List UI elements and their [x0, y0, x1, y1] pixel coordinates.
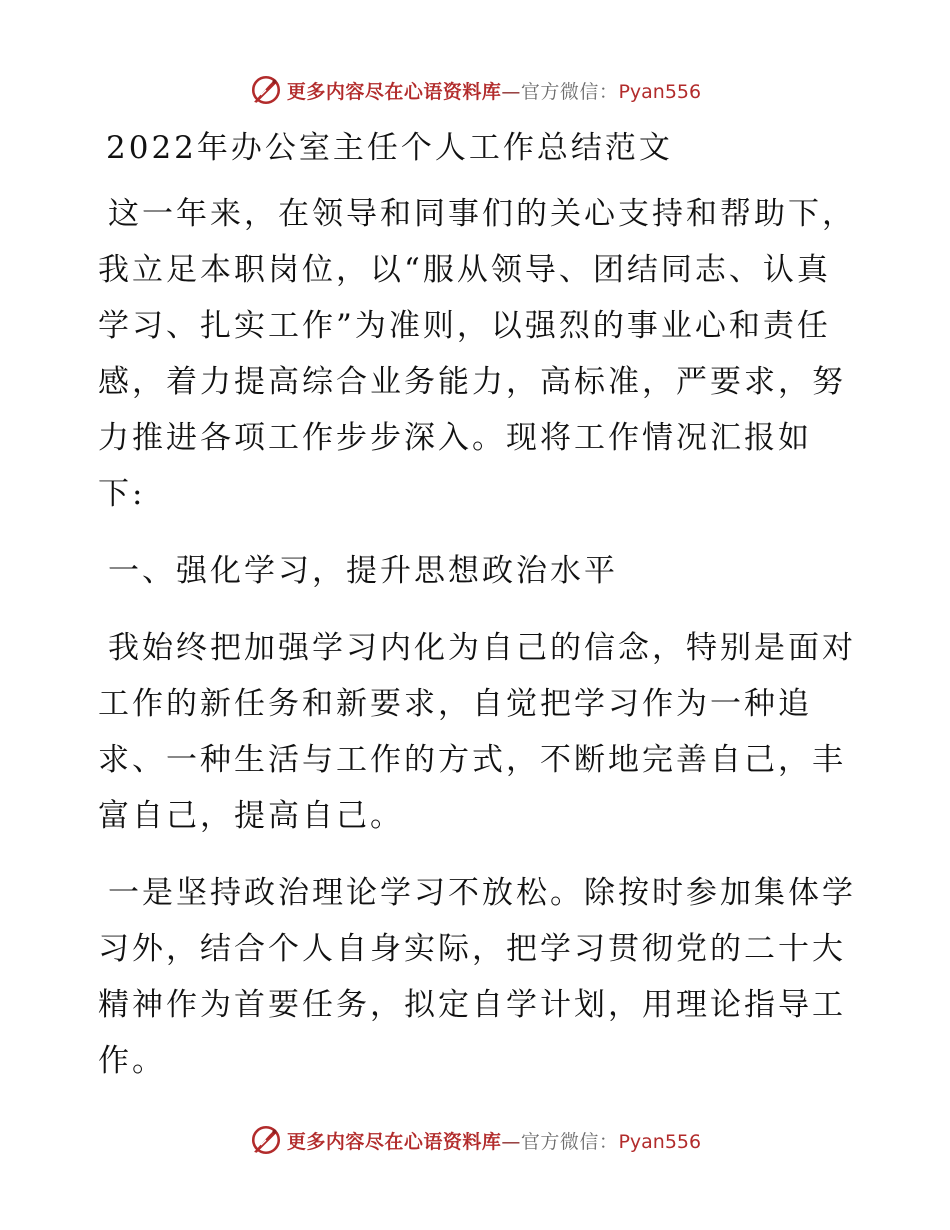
footer-account: Pyan556 — [618, 1130, 702, 1153]
footer-separator: ： — [598, 1130, 619, 1153]
header-wechat-label: 官方微信 — [520, 80, 599, 103]
paragraph-political-study: 一是坚持政治理论学习不放松。除按时参加集体学习外，结合个人自身实际，把学习贯彻党的二十大精神作为首要任务，拟定自学计划，用理论指导工作。 — [98, 875, 856, 1079]
header-separator: ： — [598, 80, 619, 103]
quill-pen-logo-icon — [249, 73, 283, 107]
paragraph-intro: 这一年来，在领导和同事们的关心支持和帮助下，我立足本职岗位，以“服从领导、团结同志、认真学习、扎实工作”为准则，以强烈的事业心和责任感，着力提高综合业务能力，高标准，严要求，努力推进各项工作步步深入。现将工作情况汇报如下: — [98, 196, 856, 512]
footer-site-text: 更多内容尽在心语资料库 — [286, 1130, 502, 1153]
quill-pen-logo-icon — [249, 1123, 283, 1157]
header-site-text: 更多内容尽在心语资料库 — [286, 80, 502, 103]
header-account: Pyan556 — [618, 80, 702, 103]
header-banner — [0, 70, 950, 110]
header-banner-text — [287, 77, 701, 104]
footer-banner — [0, 1120, 950, 1160]
footer-banner-text — [287, 1127, 701, 1154]
document-title: 2022年办公室主任个人工作总结范文 — [106, 130, 673, 166]
document-body — [98, 122, 858, 1110]
header-dash: — — [501, 80, 521, 103]
footer-wechat-label: 官方微信 — [520, 1130, 599, 1153]
footer-dash: — — [501, 1130, 521, 1153]
section-heading-1: 一、强化学习，提升思想政治水平 — [108, 553, 618, 589]
paragraph-learning: 我始终把加强学习内化为自己的信念，特别是面对工作的新任务和新要求，自觉把学习作为一种追求、一种生活与工作的方式，不断地完善自己，丰富自己，提高自己。 — [98, 630, 856, 834]
